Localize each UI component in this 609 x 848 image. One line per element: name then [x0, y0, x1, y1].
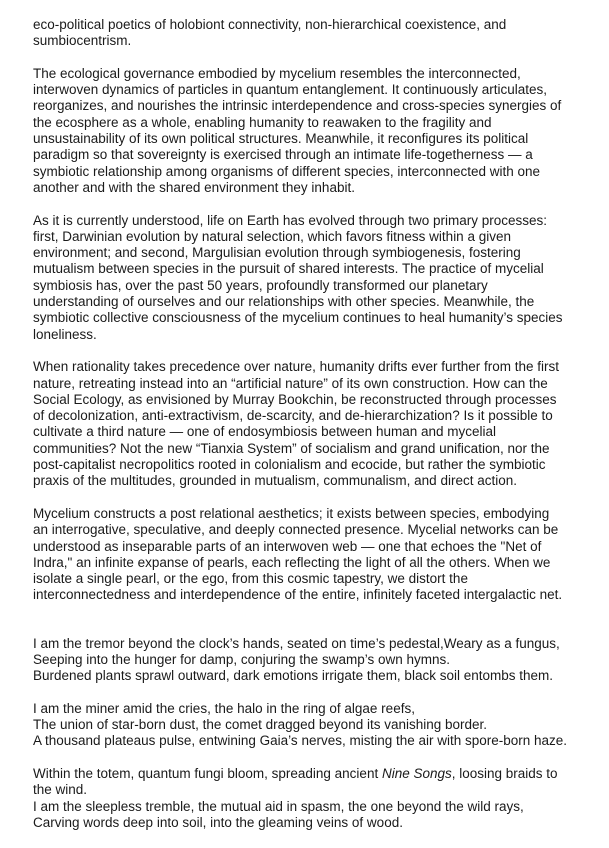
text-line: interwoven dynamics of particles in quantum entanglement. It continuously articulates, [33, 82, 548, 98]
italic-title: Nine Songs [381, 766, 452, 782]
text-line: of decolonization, anti-extractivism, de-scarcity, and de-hierarchization? Is it possible to [33, 408, 553, 424]
poem-line [33, 815, 603, 831]
text-line: symbiotic relationship among organisms of different species, interconnected with one [33, 163, 541, 179]
text-segment: Carving words deep into soil, into the gleaming veins of wood. [33, 814, 403, 830]
text-line: cultivate a third nature — one of endosymbiosis between human and mycelial [33, 424, 497, 440]
essay-section [33, 17, 603, 604]
text-line: praxis of the multitudes, grounded in mutualism, communalism, and direct action. [33, 473, 517, 489]
poem-line [33, 717, 603, 733]
text-line: mutualism between species in the pursuit of shared interests. The practice of mycelial [33, 261, 544, 277]
text-line: Indra," an infinite expanse of pearls, each reflecting the light of all the others. When we [33, 554, 551, 570]
text-segment: I am the tremor beyond the clock’s hands, seated on time’s pedestal,Weary as a fungus, [33, 635, 560, 651]
text-segment: A thousand plateaus pulse, entwining Gaia’s nerves, misting the air with spore-born haze. [33, 733, 568, 749]
text-segment: the wind. [33, 782, 88, 798]
text-line: The ecological governance embodied by mycelium resembles the interconnected, [33, 65, 521, 81]
essay-paragraph [33, 213, 603, 343]
essay-paragraph [33, 66, 603, 196]
text-line: first, Darwinian evolution by natural selection, which favors fitness within a given [33, 228, 511, 244]
essay-paragraph [33, 506, 603, 604]
text-line: nature, retreating instead into an “artificial nature” of its own construction. How can the [33, 375, 548, 391]
poem-line [33, 799, 603, 815]
text-line: unsustainability of its own political structures. Meanwhile, it reconfigures its political [33, 131, 529, 147]
poem-stanza [33, 701, 603, 750]
text-line: reorganizes, and nourishes the intrinsic interdependence and cross-species synergies of [33, 98, 562, 114]
text-line: understood as inseparable parts of an interwoven web — one that echoes the "Net of [33, 538, 542, 554]
text-segment: Burdened plants sprawl outward, dark emotions irrigate them, black soil entombs them. [33, 668, 554, 684]
text-line: isolate a single pearl, or the ego, from this cosmic tapestry, we distort the [33, 571, 468, 587]
poem-line [33, 733, 603, 749]
poem-line [33, 701, 603, 717]
poem-line [33, 668, 603, 684]
document-body [33, 17, 603, 848]
text-line: interconnectedness and interdependence of the entire, infinitely faceted intergalactic net. [33, 587, 563, 603]
text-line: symbiosis has, over the past 50 years, profoundly transformed our planetary [33, 277, 488, 293]
text-line: eco-political poetics of holobiont connectivity, non-hierarchical coexistence, and [33, 17, 507, 32]
text-line: understanding of ourselves and our relationships with other species. Meanwhile, the [33, 294, 535, 310]
text-line: loneliness. [33, 326, 97, 342]
text-line: paradigm so that sovereignty is exercised through an intimate life-togetherness — a [33, 147, 533, 163]
text-line: sumbiocentrism. [33, 33, 132, 49]
text-line: Mycelium constructs a post relational aesthetics; it exists between species, embodying [33, 505, 550, 521]
text-line: another and with the shared environment they inhabit. [33, 179, 355, 195]
poem-section [33, 636, 603, 832]
text-segment: , loosing braids to [451, 766, 558, 782]
text-segment: I am the miner amid the cries, the halo in the ring of algae reefs, [33, 700, 415, 716]
text-line: Social Ecology, as envisioned by Murray Bookchin, be reconstructed through processes [33, 391, 557, 407]
text-line: environment; and second, Margulisian evolution through symbiogenesis, fostering [33, 245, 521, 261]
text-line: symbiotic collective consciousness of the mycelium continues to heal humanity’s species [33, 310, 563, 326]
essay-paragraph [33, 17, 603, 50]
text-segment: The union of star-born dust, the comet dragged beyond its vanishing border. [33, 717, 488, 733]
poem-line [33, 652, 603, 668]
text-line: As it is currently understood, life on Earth has evolved through two primary processes: [33, 212, 547, 228]
essay-paragraph [33, 359, 603, 489]
poem-line [33, 636, 603, 652]
text-segment: Within the totem, quantum fungi bloom, spreading ancient [33, 766, 382, 782]
poem-line [33, 782, 603, 798]
text-line: communities? Not the new “Tianxia System” of socialism and grand unification, nor the [33, 440, 550, 456]
poem-line [33, 766, 603, 782]
text-segment: I am the sleepless tremble, the mutual aid in spasm, the one beyond the wild rays, [33, 798, 524, 814]
poem-stanza [33, 636, 603, 685]
text-line: When rationality takes precedence over nature, humanity drifts ever further from the first [33, 359, 559, 375]
poem-stanza [33, 766, 603, 831]
text-segment: Seeping into the hunger for damp, conjuring the swamp’s own hymns. [33, 651, 450, 667]
text-line: the ecosphere as a whole, enabling humanity to reawaken to the fragility and [33, 114, 492, 130]
text-line: post-capitalist necropolitics rooted in colonialism and ecocide, but rather the symbiotic [33, 457, 546, 473]
text-line: an interrogative, speculative, and deeply connected presence. Mycelial networks can be [33, 522, 559, 538]
